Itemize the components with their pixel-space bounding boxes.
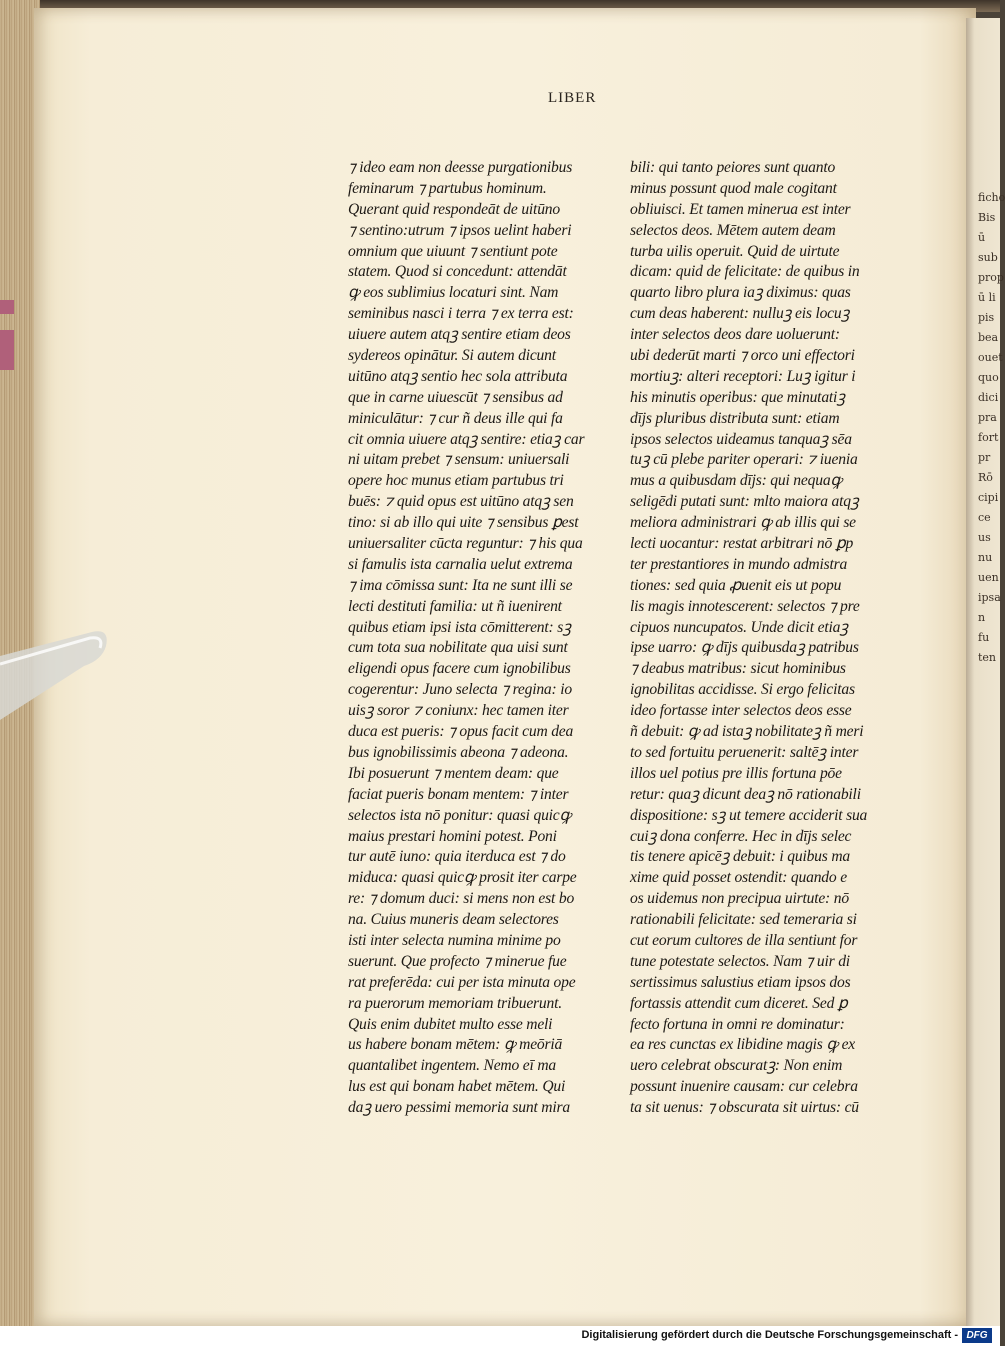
text-line: tis tenere apicēꝫ debuit: i quibus ma (630, 848, 850, 866)
facing-page-fragments (978, 188, 1005, 668)
text-line: cit omnia uiuere atqꝫ sentire: etiaꝫ car (348, 430, 585, 448)
text-line: selectos deos. Mētem autem deam (630, 221, 836, 239)
text-line: tur autē iuno: quia iterduca est ⁊ do (348, 848, 566, 866)
facing-fragment: ficho (978, 191, 1005, 204)
footer-bar (0, 1326, 1000, 1346)
facing-fragment: ū li (978, 291, 996, 304)
text-line: ubi dederūt marti ⁊ orco uni effectori (630, 347, 855, 365)
text-line: uiuere autem atqꝫ sentire etiam deos (348, 326, 571, 344)
facing-fragment: cipi (978, 491, 999, 504)
text-line: statem. Quod si concedunt: attendāt (348, 263, 567, 281)
text-line: mus a quibusdam dījs: qui nequaꝙ (630, 472, 842, 490)
text-line: tune potestate selectos. Nam ⁊ uir di (630, 952, 850, 970)
text-line: uisꝫ soror ⁊ coniunx: hec tamen iter (348, 702, 569, 720)
text-line: lecti uocantur: restat arbitrari nō ꝑp (630, 535, 854, 553)
facing-fragment: ouet (978, 351, 1003, 364)
page-tab-marker (0, 300, 14, 314)
text-line: rationabili felicitate: sed temeraria si (630, 911, 857, 929)
text-line: ta sit uenus: ⁊ obscurata sit uirtus: cū (630, 1099, 859, 1117)
text-line: cut eorum cultores de illa sentiunt for (630, 931, 858, 949)
text-line: ideo fortasse inter selectos deos esse (630, 702, 852, 720)
text-line: sertissimus salustius etiam ipsos dos (630, 973, 851, 991)
text-line: inter selectos deos dare uoluerunt: (630, 326, 840, 344)
text-line: ea res cunctas ex libidine magis ꝙ ex (630, 1036, 856, 1054)
text-line: sydereos opinātur. Si autem dicunt (348, 347, 556, 365)
facing-fragment: sub (978, 251, 998, 264)
text-line: bili: qui tanto peiores sunt quanto (630, 159, 836, 176)
facing-fragment: ū (978, 231, 986, 244)
book-clip (0, 628, 110, 728)
text-line: tiones: sed quia ꝓuenit eis ut popu (630, 576, 842, 594)
text-line: Ibi posuerunt ⁊ mentem deam: que (348, 764, 559, 782)
text-line: his minutis operibus: que minutatiꝫ (630, 388, 845, 406)
text-line: uniuersaliter cūcta reguntur: ⁊ his qua (348, 535, 583, 553)
text-line: Querant quid respondeāt de uitūno (348, 200, 560, 218)
text-line: cum deas haberent: nulluꝫ eis locuꝫ (630, 305, 850, 323)
text-line: obliuisci. Et tamen minerua est inter (630, 200, 851, 218)
facing-fragment: ipsa (978, 591, 1001, 604)
text-line: duca est pueris: ⁊ opus facit cum dea (348, 723, 574, 741)
facing-fragment: bea (978, 331, 999, 344)
facing-fragment: Rō (978, 471, 993, 484)
text-line: dicam: quid de felicitate: de quibus in (630, 263, 860, 281)
text-line: faciat pueris bonam mentem: ⁊ inter (348, 785, 569, 803)
text-line: seligēdi putati sunt: mlto maiora atqꝫ (630, 493, 859, 511)
text-line: ni uitam prebet ⁊ sensum: uniuersali (348, 451, 570, 469)
text-line: us habere bonam mētem: ꝙ meōriā (348, 1036, 563, 1054)
text-column-right (630, 158, 868, 1119)
text-line: na. Cuius muneris deam selectores (348, 911, 559, 929)
text-line: illos uel potius pre illis fortuna pōe (630, 764, 842, 782)
text-line: quantalibet ingentem. Nemo eī ma (348, 1057, 556, 1075)
facing-fragment: pra (978, 411, 997, 424)
facing-fragment: Bis (978, 211, 996, 224)
running-title: LIBER (548, 90, 597, 106)
text-line: ipsos selectos uideamus tanquaꝫ sēa (630, 430, 852, 448)
text-line: ter prestantiores in mundo admistra (630, 555, 848, 573)
text-line: retur: quaꝫ dicunt deaꝫ nō rationabili (630, 785, 861, 803)
text-line: lus est qui bonam habet mētem. Qui (348, 1078, 566, 1096)
text-line: cum tota sua nobilitate qua uisi sunt (348, 639, 568, 657)
text-line: omnium que uiuunt ⁊ sentiunt pote (348, 242, 558, 260)
footer-credit: Digitalisierung gefördert durch die Deutsche Forschungsgemeinschaft - (581, 1329, 958, 1341)
facing-fragment: fu (978, 631, 990, 644)
text-line: selectos ista nō ponitur: quasi quicꝙ (348, 806, 572, 824)
page-tab-marker (0, 330, 14, 370)
text-line: suerunt. Que profecto ⁊ minerue fue (348, 952, 567, 970)
text-line: dījs pluribus distributa sunt: etiam (630, 409, 840, 427)
text-line: tino: si ab illo qui uite ⁊ sensibus ꝑest (348, 514, 579, 532)
text-line: ⁊ ima cōmissa sunt: Ita ne sunt illi se (348, 576, 573, 594)
text-line: turba uilis operuit. Quid de uirtute (630, 242, 840, 260)
text-line: rat preferēda: cui per ista minuta ope (348, 973, 576, 991)
text-line: seminibus nasci i terra ⁊ ex terra est: (348, 305, 574, 323)
text-line: uitūno atqꝫ sentio hec sola attributa (348, 367, 568, 385)
text-line: ⁊ ideo eam non deesse purgationibus (348, 159, 573, 176)
facing-fragment: pis (978, 311, 995, 324)
facing-fragment: us (978, 531, 991, 544)
text-line: ꝙ eos sublimius locaturi sint. Nam (348, 284, 559, 302)
text-line: fecto fortuna in omni re dominatur: (630, 1015, 845, 1033)
text-line: minus possunt quod male cogitant (630, 179, 837, 197)
text-line: buēs: ⁊ quid opus est uitūno atqꝫ sen (348, 493, 574, 511)
text-line: miduca: quasi quicꝙ prosit iter carpe (348, 869, 577, 887)
facing-fragment: nu (978, 551, 993, 564)
text-line: si famulis ista carnalia uelut extrema (348, 555, 573, 573)
text-line: miniculātur: ⁊ cur ñ deus ille qui fa (348, 409, 563, 427)
text-line: possunt inuenire causam: cur celebra (630, 1078, 858, 1096)
text-line: maius prestari homini potest. Poni (348, 827, 557, 845)
text-line: os uidemus non precipua uirtute: nō (630, 890, 849, 908)
facing-fragment: pr (978, 451, 991, 464)
text-line: ignobilitas accidisse. Si ergo felicitas (630, 681, 855, 699)
text-line: Quis enim dubitet multo esse meli (348, 1015, 553, 1033)
text-line: quibus etiam ipsi ista cōmitterent: sꝫ (348, 618, 571, 636)
text-line: ⁊ sentino:utrum ⁊ ipsos uelint haberi (348, 221, 572, 239)
facing-fragment: n (978, 611, 986, 624)
text-line: isti inter selecta numina minime po (348, 931, 561, 949)
text-line: cipuos nuncupatos. Unde dicit etiaꝫ (630, 618, 848, 636)
text-line: feminarum ⁊ partubus hominum. (348, 179, 547, 197)
text-line: xime quid posset ostendit: quando e (630, 869, 847, 887)
facing-fragment: prop (978, 271, 1004, 284)
text-line: tuꝫ cū plebe pariter operari: ⁊ iuenia (630, 451, 858, 469)
text-line: fortassis attendit cum diceret. Sed ꝑ (630, 994, 848, 1012)
text-line: que in carne uiuescūt ⁊ sensibus ad (348, 388, 563, 406)
text-line: opere hoc munus etiam partubus tri (348, 472, 564, 490)
facing-fragment: uen (978, 571, 999, 584)
text-line: re: ⁊ domum duci: si mens non est bo (348, 890, 575, 908)
text-column-left (348, 158, 585, 1119)
text-line: cuiꝫ dona conferre. Hec in dījs selec (630, 827, 852, 845)
text-line: quarto libro plura iaꝫ diximus: quas (630, 284, 851, 302)
text-line: lecti destituti familia: ut ñ iuenirent (348, 597, 562, 615)
facing-fragment: ten (978, 651, 997, 664)
text-line: uero celebrat obscuratꝫ: Non enim (630, 1057, 843, 1075)
facing-page-edge (966, 18, 1005, 1326)
text-line: eligendi opus facere cum ignobilibus (348, 660, 571, 678)
dfg-logo: DFG (962, 1328, 992, 1343)
text-line: daꝫ uero pessimi memoria sunt mira (348, 1099, 570, 1117)
facing-fragment: fort (978, 431, 999, 444)
text-line: ⁊ deabus matribus: sicut hominibus (630, 660, 846, 678)
text-line: mortiuꝫ: alteri receptori: Luꝫ igitur i (630, 367, 856, 385)
text-line: meliora administrari ꝙ ab illis qui se (630, 514, 856, 532)
text-line: cogerentur: Juno selecta ⁊ regina: io (348, 681, 572, 699)
text-line: to sed fortuitu peruenerit: saltēꝫ inter (630, 743, 859, 761)
facing-fragment: ce (978, 511, 991, 524)
facing-fragment: quo (978, 371, 999, 384)
text-line: lis magis innotescerent: selectos ⁊ pre (630, 597, 860, 615)
text-line: ñ debuit: ꝙ ad istaꝫ nobilitateꝫ ñ meri (630, 723, 864, 741)
facing-fragment: dici (978, 391, 999, 404)
text-line: dispositione: sꝫ ut temere acciderit sua (630, 806, 868, 824)
text-line: bus ignobilissimis abeona ⁊ adeona. (348, 743, 569, 761)
text-line: ra puerorum memoriam tribuerunt. (348, 994, 562, 1012)
text-line: ipse uarro: ꝙ dījs quibusdaꝫ patribus (630, 639, 859, 657)
